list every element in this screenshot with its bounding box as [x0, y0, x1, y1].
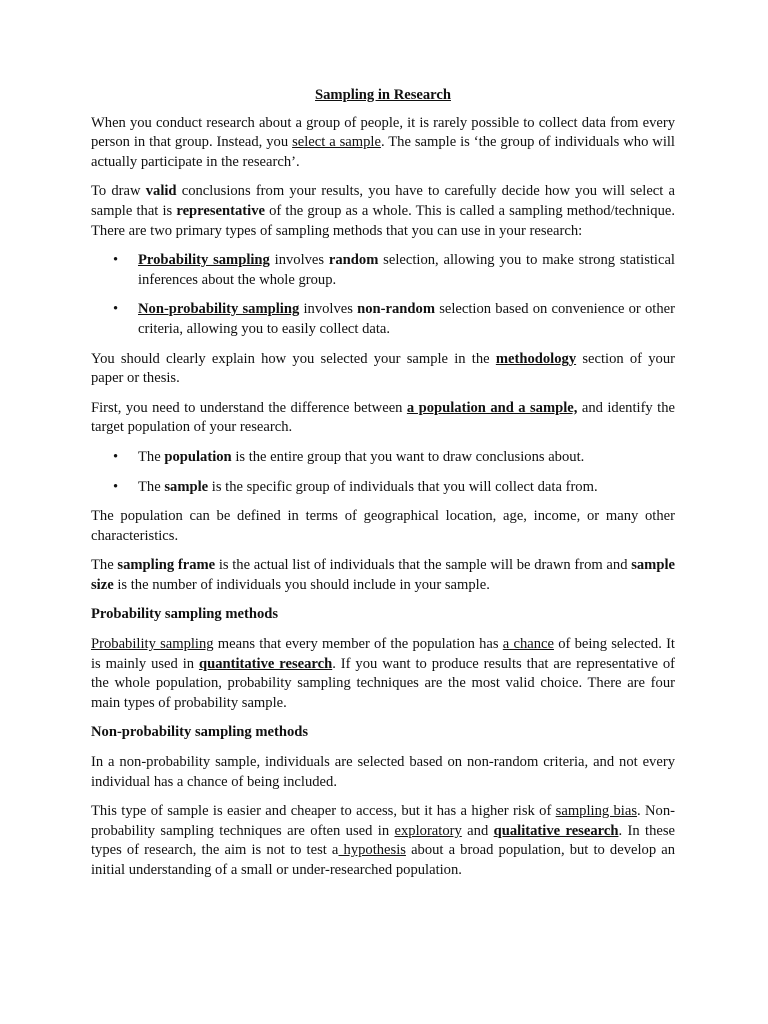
text: selection based on convenience or other criteria, allowing you to easily collect data. — [138, 301, 675, 337]
paragraph-intro — [91, 114, 675, 173]
text: is the number of individuals you should include in your sample. — [113, 576, 490, 593]
hypothesis-link[interactable]: hypothesis — [338, 842, 406, 859]
non-probability-sampling-link[interactable]: Non-probability sampling — [138, 301, 300, 318]
list-item-sample — [91, 478, 675, 498]
text: . In these types of research, the aim is not to test a — [91, 822, 675, 859]
text: First, you need to understand the difference between — [91, 399, 407, 416]
text: . Non-probability sampling techniques are often used in — [91, 803, 676, 839]
text: The — [91, 557, 118, 574]
text: The — [138, 448, 165, 465]
heading-probability-methods: Probability sampling methods — [91, 606, 279, 623]
term-sampling-frame: sampling frame — [117, 557, 216, 574]
paragraph-non-probability-detail — [91, 802, 675, 880]
paragraph-sampling-frame — [91, 556, 675, 595]
document-title: Sampling in Research — [315, 87, 451, 103]
text: The — [138, 478, 165, 495]
list-item-population — [91, 448, 675, 468]
quantitative-research-link[interactable]: quantitative research — [198, 655, 333, 672]
qualitative-research-link[interactable]: qualitative research — [493, 822, 619, 839]
text: is the specific group of individuals that you will collect data from. — [208, 478, 598, 495]
term-random: random — [328, 252, 379, 269]
paragraph-methodology — [91, 350, 675, 389]
text: . If you want to produce results that are representative of the whole population, probability sampling techniques are the most valid choice. There are four main types of probability sample. — [91, 655, 675, 711]
term-valid: valid — [145, 183, 177, 200]
text: This type of sample is easier and cheaper to access, but it has a higher risk of — [91, 803, 556, 820]
term-sample: sample — [164, 478, 209, 495]
text: of the group as a whole. This is called a sampling method/technique. There are two primary types of sampling methods that you can use in your research: — [91, 202, 675, 239]
probability-sampling-link-2[interactable]: Probability sampling — [91, 636, 214, 653]
document-page — [91, 86, 675, 891]
exploratory-link[interactable]: exploratory — [394, 822, 462, 839]
text: and identify the target population of your research. — [91, 399, 675, 436]
text: selection, allowing you to make strong statistical inferences about the whole group. — [138, 252, 675, 288]
heading-non-probability-methods: Non-probability sampling methods — [91, 724, 309, 741]
text: . The sample is ‘the group of individuals who will actually participate in the research’. — [91, 134, 675, 170]
paragraph-population-sample — [91, 399, 675, 438]
term-non-random: non-random — [357, 301, 435, 318]
paragraph-population-definition: The population can be defined in terms of geographical location, age, income, or many other characteristics. — [91, 508, 675, 544]
population-sample-list — [91, 448, 675, 497]
text: involves — [299, 301, 358, 318]
text: about a broad population, but to develop an initial understanding of a small or under-researched population. — [91, 842, 676, 878]
population-and-sample-link[interactable]: a population and a sample, — [406, 399, 578, 416]
list-item-probability — [91, 251, 675, 290]
text: To draw — [91, 183, 146, 200]
text: and — [461, 822, 494, 839]
text: You should clearly explain how you selected your sample in the — [91, 350, 496, 367]
list-item-non-probability — [91, 300, 675, 339]
text: is the entire group that you want to draw conclusions about. — [231, 448, 585, 465]
text: involves — [269, 252, 329, 269]
methodology-link[interactable]: methodology — [495, 350, 577, 367]
paragraph-probability-methods — [91, 635, 675, 713]
text: conclusions from your results, you have to carefully decide how you will select a sample that is — [91, 183, 675, 219]
paragraph-non-probability-intro: In a non-probability sample, individuals are selected based on non-random criteria, and not every individual has a chance of being included. — [91, 754, 675, 790]
probability-sampling-link[interactable]: Probability sampling — [138, 252, 270, 269]
term-population: population — [164, 448, 232, 465]
term-sample-size: sample size — [91, 557, 675, 593]
sampling-bias-link[interactable]: sampling bias — [555, 803, 638, 820]
text: means that every member of the population has — [213, 636, 503, 653]
a-chance-link[interactable]: a chance — [502, 636, 554, 653]
text: When you conduct research about a group of people, it is rarely possible to collect data from every person in that group. Instead, you — [91, 114, 675, 151]
paragraph-valid-conclusions — [91, 182, 675, 241]
term-representative: representative — [176, 202, 265, 219]
sampling-types-list — [91, 251, 675, 339]
select-a-sample-link[interactable]: select a sample — [292, 134, 381, 151]
text: is the actual list of individuals that the sample will be drawn from and — [215, 557, 632, 574]
text: section of your paper or thesis. — [91, 350, 675, 387]
text: of being selected. It is mainly used in — [91, 636, 675, 672]
